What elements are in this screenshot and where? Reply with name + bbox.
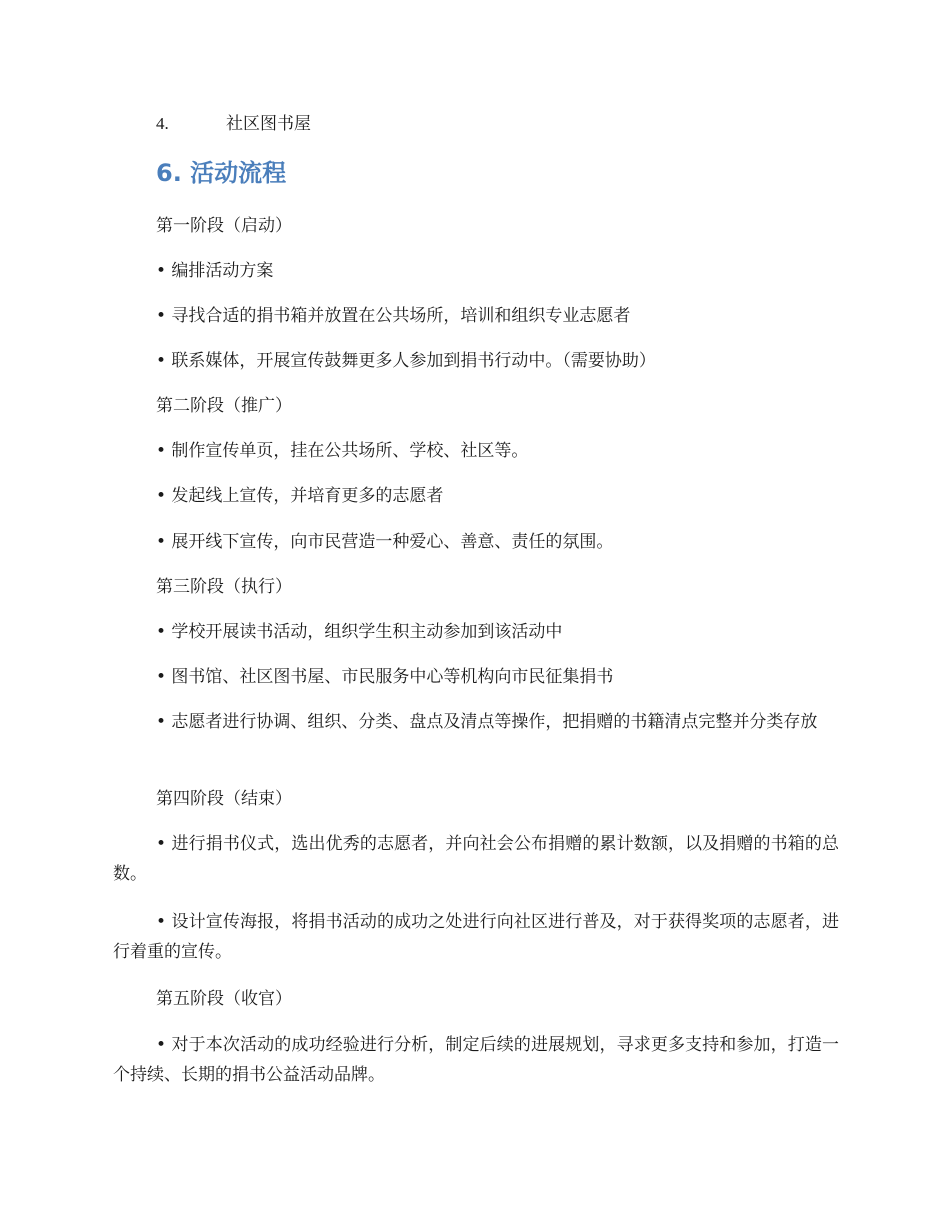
stage-1-title: 第一阶段（启动） [156,216,292,236]
stage-4-item-2: • 设计宣传海报，将捐书活动的成功之处进行向社区进行普及，对于获得奖项的志愿者，进行着重的宣传。 [113,912,839,962]
stage-4-item-1: • 进行捐书仪式，选出优秀的志愿者，并向社会公布捐赠的累计数额，以及捐赠的书箱的总数。 [113,834,839,884]
list-item-text: 社区图书屋 [226,114,311,134]
stage-1-item-1: • 编排活动方案 [156,261,274,281]
stage-3-item-3: • 志愿者进行协调、组织、分类、盘点及清点等操作，把捐赠的书籍清点完整并分类存放 [156,712,818,732]
stage-2-title: 第二阶段（推广） [156,396,292,416]
stage-1-item-2: • 寻找合适的捐书箱并放置在公共场所，培训和组织专业志愿者 [156,306,631,326]
stage-2-item-1: • 制作宣传单页，挂在公共场所、学校、社区等。 [156,441,529,461]
stage-3-item-1: • 学校开展读书活动，组织学生积主动参加到该活动中 [156,622,563,642]
stage-3-title: 第三阶段（执行） [156,577,292,597]
stage-5-title: 第五阶段（收官） [156,989,292,1009]
stage-3-item-2: • 图书馆、社区图书屋、市民服务中心等机构向市民征集捐书 [156,667,614,687]
stage-2-item-3: • 展开线下宣传，向市民营造一种爱心、善意、责任的氛围。 [156,532,614,552]
section-heading: 6. 活动流程 [156,159,287,187]
stage-2-item-2: • 发起线上宣传，并培育更多的志愿者 [156,486,444,506]
stage-4-title: 第四阶段（结束） [156,789,292,809]
list-item-number: 4. [156,114,169,133]
stage-1-item-3: • 联系媒体，开展宣传鼓舞更多人参加到捐书行动中。（需要协助） [156,351,656,371]
stage-5-item-1: • 对于本次活动的成功经验进行分析，制定后续的进展规划，寻求更多支持和参加，打造一个持续、长期的捐书公益活动品牌。 [113,1035,839,1085]
